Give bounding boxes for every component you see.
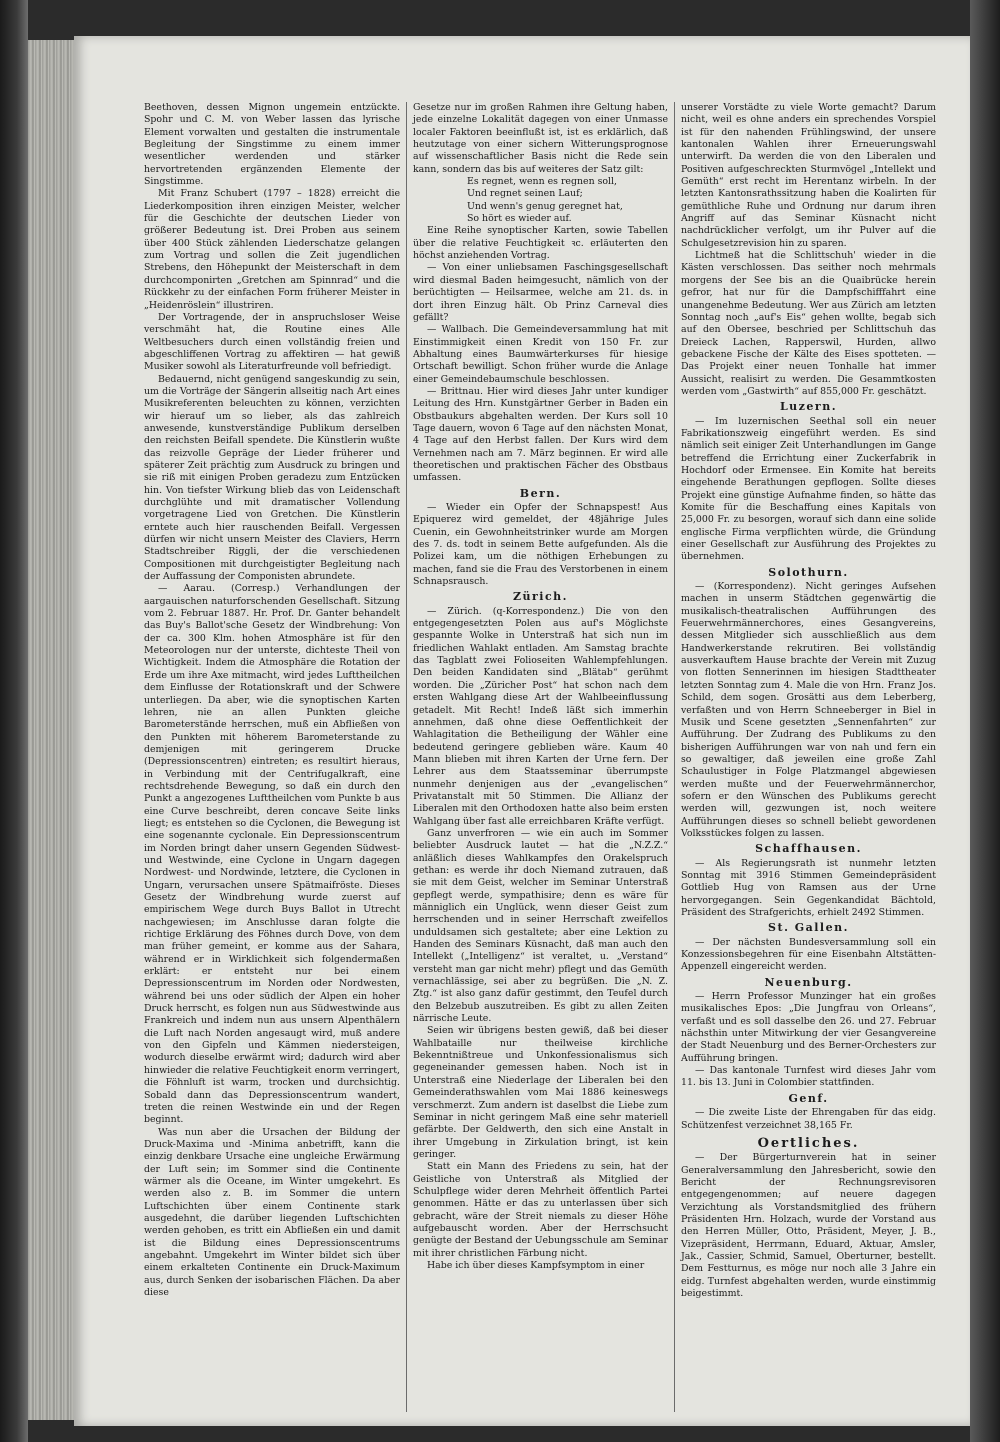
article-paragraph: unserer Vorstädte zu viele Worte gemacht? Darum nicht, weil es ohne anders ein sprechendes Vorspiel ist für den nahenden Frühlingswind, der unsere kantonalen Wahlen ihrer Erneuerungswahl unterwirft. Da werden die von den Liberalen und Positiven aufgeschreckten Sturmvögel „Intellekt und Gemüth“ erst recht im Herentanz wirbeln. In der letzten Kantonsrathssitzung haben die Koalirten für gemüthliche Ruhe und Ordnung nur darum ihren Angriff auf das Seminar Küsnacht nicht nachdrücklicher verfolgt, um ihr Pulver auf die Schulgesetzrevision hin zu sparen. [681,102,936,249]
article-paragraph: — Aarau. (Corresp.) Verhandlungen der aargauischen naturforschenden Gesellschaft. Sitzung vom 2. Februar 1887. Hr. Prof. Dr. Ganter behandelt das Buy's Ballot'sche Gesetz der Windbrehung: Von der ca. 300 Klm. hohen Atmosphäre ist für den Meteorologen nur der unterste, dichteste Theil von Wichtigkeit. Indem die Atmosphäre die Rotation der Erde um ihre Axe mitmacht, wird jedes Lufttheilchen dem Einflusse der Rotationskraft und der Schwere unterliegen. Da aber, wie die synoptischen Karten lehren, nie an allen Punkten gleiche Barometerstände herrschen, muß ein Abfließen von den Punkten mit höherem Barometerstande zu demjenigen mit geringerem Drucke (Depressionscentren) eintreten; es resultirt hieraus, in Verbindung mit der Centrifugalkraft, eine rechtsdrehende Bewegung, so daß ein durch den Punkt a angezogenes Lufttheilchen vom Punkte b aus eine Curve beschreibt, deren concave Seite links liegt; es entstehen so die Cyclonen, die Bewegung ist eine sogenannte cyclonale. Ein Depressionscentrum im Norden bringt daher unsern Gegenden Südwest- und Westwinde, eine Cyclone in Ungarn dagegen Nordwest- und Nordwinde, letztere, die Cyclonen in Ungarn, verursachen unsere Spätmaifröste. Dieses Gesetz der Windbrehung wurde zuerst auf empirischem Wege durch Buys Ballot in Utrecht nachgewiesen; im Anschlusse daran folgte die richtige Erklärung des Föhnes durch Dove, von dem man früher gemeint, er komme aus der Sahara, während er in Wirklichkeit sich folgendermaßen erklärt: er entsteht nur bei einem Depressionscentrum im Norden oder Nordwesten, während bei uns oder südlich der Alpen ein hoher Druck herrscht, es folgen nun aus Südwestwinde aus Frankreich und indem nun aus unsern Alpenthälern die Luft nach Norden angesaugt wird, muß andere von den Gipfeln und Kämmen niedersteigen, wodurch dieselbe erwärmt wird; dadurch wird aber hinwieder die relative Feuchtigkeit enorm verringert, die Föhnluft ist warm, trocken und durchsichtig. Sobald dann das Depressionscentrum wandert, treten die reinen Westwinde ein und der Regen beginnt. [144,583,400,1126]
section-heading: Neuenburg. [764,975,853,989]
article-paragraph: — (Korrespondenz). Nicht geringes Aufsehen machen in unserm Städtchen gegenwärtig die musikalisch-theatralischen Aufführungen des Feuerwehrmännerchores, eines Gesangvereins, dessen Mitglieder sich ausschließlich aus dem Handwerkerstande rekrutiren. Bei vollständig ausverkauftem Hause brachte der Verein mit Zuzug von flotten Sennerinnen im hiesigen Stadttheater letzten Sonntag zum 4. Male die von Hrn. Franz Jos. Schild, dem sogen. Grosätti aus dem Leberberg, verfaßten und von Herrn Schneeberger in Biel in Musik und Scene gesetzten „Sennenfahrten“ zur Aufführung. Der Zudrang des Publikums zu den bisherigen Aufführungen war von nah und fern ein so gewaltiger, daß jeweilen eine große Zahl Schaulustiger in Folge Platzmangel abgewiesen werden mußte und der Feuerwehrmännerchor, sofern er den Wünschen des Publikums gerecht werden will, gezwungen ist, noch weitere Aufführungen dieses so schnell beliebt gewordenen Volksstückes folgen zu lassen. [681,581,936,839]
article-paragraph: Mit Franz Schubert (1797 – 1828) erreicht die Liederkomposition ihren einzigen Meister, welcher für die Geschichte der deutschen Lieder von größerer Bedeutung ist. Drei Proben aus seinem über 400 Stück zählenden Liederschatze gelangen zum Vortrag und sollen die Zeit jugendlichen Strebens, den Höhepunkt der Meisterschaft in dem durchcomponirten „Gretchen am Spinnrad“ und die Rückkehr zu der einfachen Form früherer Meister in „Heidenröslein“ illustriren. [144,188,400,311]
column-1 [138,102,406,1412]
section-heading: Solothurn. [768,565,849,579]
section-heading: Zürich. [512,590,569,604]
article-paragraph: — Die zweite Liste der Ehrengaben für das eidg. Schützenfest verzeichnet 38,165 Fr. [681,1107,936,1131]
scan-shadow-left [0,0,28,1442]
article-paragraph: Was nun aber die Ursachen der Bildung der Druck-Maxima und -Minima anbetrifft, kann die einzig denkbare Ursache eine ungleiche Erwärmung der Luft sein; im Sommer sind die Continente wärmer als die Oceane, im Winter umgekehrt. Es werden also z. B. im Sommer die untern Luftschichten über einem Continente stark ausgedehnt, die darüber liegenden Luftschichten werden gehoben, es tritt ein Abfließen ein und damit ist die Bildung eines Depressionscentrums angebahnt. Umgekehrt im Winter bildet sich über einem erkalteten Continente ein Druck-Maximum aus, durch Senken der isobarischen Flächen. Da aber diese [144,1126,400,1298]
article-paragraph: Habe ich über dieses Kampfsymptom in einer [427,1259,645,1271]
page-stack-edges [28,40,76,1420]
section-heading: Luzern. [779,400,838,414]
article-paragraph: — Als Regierungsrath ist nunmehr letzten Sonntag mit 3916 Stimmen Gemeindepräsident Gottlieb Hug von Ramsen aus der Urne hervorgegangen. Sein Gegenkandidat Bächtold, Präsident des Strafgerichts, erhielt 2492 Stimmen. [681,857,936,918]
article-paragraph: Statt ein Mann des Friedens zu sein, hat der Geistliche von Unterstraß als Mitglied der Schulpflege wider deren Mehrheit öffentlich Partei genommen. Hätte er das zu unterlassen über sich gebracht, wäre der Streit niemals zu dieser Höhe aufgebauscht worden. Aber der Herrschsucht genügte der Bestand der Uebungsschule am Seminar mit ihrer christlichen Färbung nicht. [413,1161,668,1259]
article-paragraph: — Im luzernischen Seethal soll ein neuer Fabrikationszweig eingeführt werden. Es sind nämlich seit einiger Zeit Unterhandlungen im Gange betreffend die Errichtung einer Zuckerfabrik in Hochdorf oder Ermensee. Ein Komite hat bereits eingehende Berathungen gepflogen. Sollte dieses Projekt eine günstige Aufnahme finden, so hätte das Komite für die Beschaffung eines Kapitals von 25,000 Fr. zu besorgen, worauf sich dann eine solide englische Firma verpflichten würde, die Gründung einer Gesellschaft zur Ausführung des Projektes zu übernehmen. [681,415,936,563]
article-paragraph: — Herrn Professor Munzinger hat ein großes musikalisches Epos: „Die Jungfrau von Orleans“, verfaßt und es soll dasselbe den 26. und 27. Februar nächsthin unter Mitwirkung der vier Gesangvereine der Stadt Neuenburg und des Berner-Orchesters zur Aufführung bringen. [681,991,936,1064]
verse-line: So hört es wieder auf. [467,213,572,225]
article-paragraph: — Der Bürgerturnverein hat in seiner Generalversammlung den Jahresbericht, sowie den Bericht der Rechnungsrevisoren entgegengenommen; auf neuere dagegen Verzichtung als Vorstandsmitglied des frühern Präsidenten Hrn. Holzach, wurde der Vorstand aus den Herren Müller, Otto, Präsident, Meyer, J. B., Vizepräsident, Herrmann, Eduard, Aktuar, Amsler, Jak., Cassier, Schmid, Samuel, Oberturner, bestellt. Dem Festturnus, es möge nur noch alle 3 Jahre ein eidg. Turnfest abgehalten werden, wurde einstimmig beigestimmt. [681,1152,936,1299]
column-2 [406,102,674,1412]
section-heading: Schaffhausen. [755,842,862,856]
article-paragraph: — Wallbach. Die Gemeindeversammlung hat mit Einstimmigkeit einen Kredit von 150 Fr. zur Abhaltung eines Baumwärterkurses für hiesige Ortschaft bewilligt. Schon früher wurde die Anlage einer Gemeindebaumschule beschlossen. [413,324,668,385]
article-paragraph: — Das kantonale Turnfest wird dieses Jahr vom 11. bis 13. Juni in Colombier stattfinden. [681,1065,936,1089]
newspaper-page [74,36,970,1426]
verse-line: Und wenn's genug geregnet hat, [467,200,623,212]
section-heading: St. Gallen. [768,921,849,935]
article-paragraph: Beethoven, dessen Mignon ungemein entzückte. Spohr und C. M. von Weber lassen das lyrische Element vorwalten und gestalten die instrumentale Begleitung der Singstimme zu einem immer wesentlicher werdenden und stärker hervortretenden ergänzenden Elemente der Singstimme. [144,102,400,188]
verse-line: Und regnet seinen Lauf; [467,188,583,200]
article-paragraph: — Der nächsten Bundesversammlung soll ein Konzessionsbegehren für eine Eisenbahn Altstätten-Appenzell eingereicht werden. [681,936,936,973]
article-paragraph: Eine Reihe synoptischer Karten, sowie Tabellen über die relative Feuchtigkeit ꝛc. erläuterten den höchst anziehenden Vortrag. [413,225,668,262]
section-heading-local: Oertliches. [757,1135,860,1151]
article-paragraph: Der Vortragende, der in anspruchsloser Weise verschmäht hat, die Routine eines Alle Weltbesuchers durch einen vollständig freien und abgeschliffenen Vortrag zu affektiren — hat gewiß Musiker sowohl als Literaturfreunde voll befriedigt. [144,311,400,373]
article-paragraph: — Von einer unliebsamen Faschingsgesellschaft wird diesmal Baden heimgesucht, nämlich von der berüchtigten — Heilsarmee, welche am 21. ds. in dort ihren Einzug hält. Ob Prinz Carneval dies gefällt? [413,262,668,323]
article-paragraph: Bedauernd, nicht genügend sangeskundig zu sein, um die Vorträge der Sängerin allseitig nach Art eines Musikreferenten beleuchten zu können, verzichten wir hierauf um so lieber, als das zahlreich anwesende, kunstverständige Publikum derselben den reichsten Beifall spendete. Die Künstlerin wußte das reizvolle Gepräge der Lieder früherer und späterer Zeit prächtig zum Ausdruck zu bringen und sie riß mit einigen Proben geradezu zum Entzücken hin. Von tiefster Wirkung blieb das von Leidenschaft durchglühte und mit dramatischer Vollendung vorgetragene Lied von Gretchen. Die Künstlerin erntete auch hier rauschenden Beifall. Vergessen dürfen wir nicht unsern Meister des Claviers, Herrn Stadtschreiber Riggli, der die verschiedenen Compositionen mit durchgeistigter Begleitung nach der Auffassung der Componisten abrundete. [144,373,400,583]
article-paragraph: — Wieder ein Opfer der Schnapspest! Aus Epiquerez wird gemeldet, der 48jährige Jules Cuenin, ein Gewohnheitstrinker wurde am Morgen des 7. ds. todt in seinem Bette aufgefunden. Als die Polizei kam, um die nöthigen Erhebungen zu machen, fand sie die Frau des Verstorbenen in einem Schnapsrausch. [413,502,668,588]
verse-line: Es regnet, wenn es regnen soll, [467,176,618,188]
article-paragraph: Seien wir übrigens besten gewiß, daß bei dieser Wahlbataille nur theilweise kirchliche Bekenntnißtreue und Unkonfessionalismus sich gegeneinander gemessen haben. Noch ist in Unterstraß eine Niederlage der Liberalen bei den Gemeinderathswahlen vom Mai 1886 keineswegs verschmerzt. Zum andern ist daselbst die Liebe zum Seminar in nicht geringem Maß eine sehr materiell gefärbte. Der Geldwerth, den sich eine Anstalt in ihrer Umgebung in Zirkulation bringt, ist kein geringer. [413,1025,668,1160]
article-paragraph: Ganz unverfroren — wie ein auch im Sommer beliebter Ausdruck lautet — hat die „N.Z.Z.“ anläßlich dieses Wahlkampfes den Orakelspruch gethan: es werde ihr doch Niemand zutrauen, daß sie mit dem Geist, welcher im Seminar Unterstraß gepflegt werde, sympathisire; denn es wäre für männiglich ein Unglück, wenn dieser Geist zum herrschenden und in seiner Herrschaft zweifellos unduldsamen sich gestaltete; aber eine Lektion zu Handen des Seminars Küsnacht, daß man auch den Intellekt („Intelligenz“ ist veraltet, u. „Verstand“ versteht man gar nicht mehr) pflegt und das Gemüth vernachlässige, sei aber zu begrüßen. Die „N. Z. Ztg.“ ist also ganz dafür gestimmt, den Teufel durch den Belzebub auszutreiben. Es gibt zu allen Zeiten närrische Leute. [413,827,668,1025]
article-paragraph: Lichtmeß hat die Schlittschuh' wieder in die Kästen verschlossen. Das seither noch mehrmals morgens der See bis an die Quaibrücke herein gefror, hat nur für die Dampfschifffahrt eine unangenehme Bedeutung. Wer aus Zürich am letzten Sonntag noch „auf's Eis“ gehen wollte, begab sich auf den Obersee, beschried per Schlittschuh das Dreieck Lachen, Rapperswil, Hurden, allwo gebackene Fische der Kälte des Eises spotteten. — Das Projekt einer neuen Tonhalle hat immer Aussicht, realisirt zu werden. Die Gesammtkosten werden vom „Gastwirth“ auf 855,000 Fr. geschätzt. [681,250,936,397]
article-paragraph: Gesetze nur im großen Rahmen ihre Geltung haben, jede einzelne Lokalität dagegen von einer Unmasse localer Faktoren beeinflußt ist, ist es erklärlich, daß heutzutage von einer sichern Witterungsprognose auf wissenschaftlicher Basis nicht die Rede sein kann, sondern das bis auf weiteres der Satz gilt: [413,102,668,175]
column-3 [674,102,942,1412]
section-heading: Genf. [788,1091,829,1105]
article-paragraph: — Zürich. (q-Korrespondenz.) Die von den entgegengesetzten Polen aus auf's Möglichste gespannte Wolke in Unterstraß hat sich nun im friedlichen Wahlakt entladen. Am Samstag brachte das Tagblatt zwei Folioseiten Wahlempfehlungen. Den beiden Kandidaten sind „Blätab“ gerühmt worden. Die „Züricher Post“ hat schon nach dem ersten Wahlgang diese Art der Wahlbeeinflussung getadelt. Mit Recht! Indeß läßt sich immerhin annehmen, daß ohne diese Oeffentlichkeit der Wahlagitation die Betheiligung der Wähler eine bedeutend geringere geblieben wäre. Kaum 40 Mann blieben mit ihren Karten der Urne fern. Der Lehrer aus dem Staatsseminar überrumpste nunmehr denjenigen aus der „evangelischen“ Privatanstalt mit 50 Stimmen. Die Allianz der Liberalen mit den Orthodoxen hatte also beim ersten Wahlgang über fast alle erreichbaren Kräfte verfügt. [413,605,668,827]
column-container [138,102,954,1412]
scan-shadow-right [970,0,1000,1442]
section-heading: Bern. [519,486,562,500]
article-paragraph: — Brittnau. Hier wird dieses Jahr unter kundiger Leitung des Hrn. Kunstgärtner Gerber in Baden ein Obstbaukurs abgehalten werden. Der Kurs soll 10 Tage dauern, wovon 6 Tage auf den nächsten Monat, 4 Tage auf den Herbst fallen. Der Kurs wird dem Vernehmen nach am 7. März beginnen. Er wird alle theoretischen und praktischen Fächer des Obstbaus umfassen. [413,385,668,484]
